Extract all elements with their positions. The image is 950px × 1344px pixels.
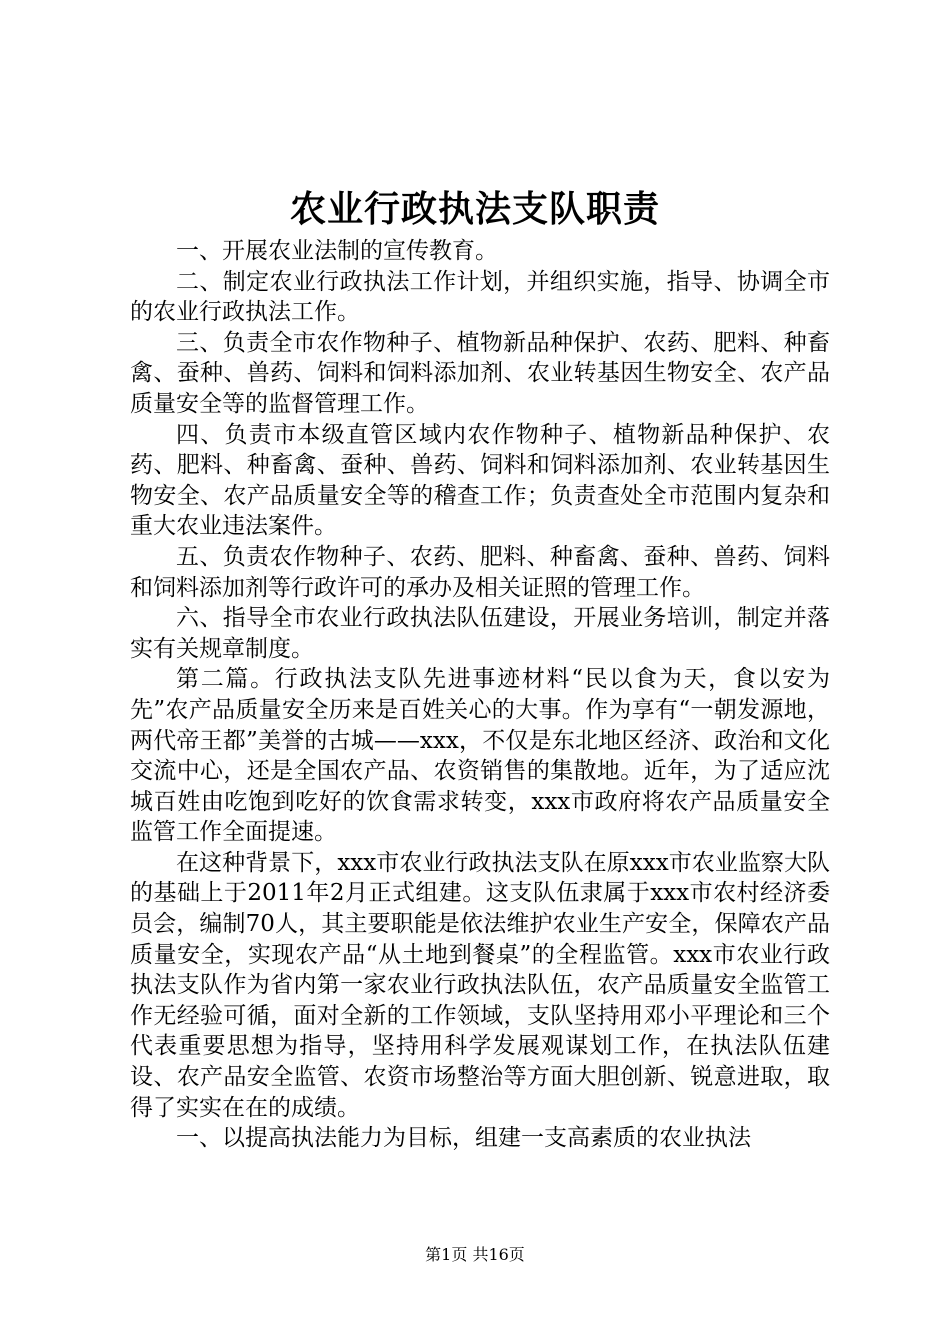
paragraph: 一、以提高执法能力为目标，组建一支高素质的农业执法 [176,1125,751,1152]
document-body [130,236,830,1154]
paragraph: 二、制定农业行政执法工作计划，并组织实施，指导、协调全市的农业行政执法工作。 [130,268,830,326]
paragraph: 六、指导全市农业行政执法队伍建设，开展业务培训，制定并落实有关规章制度。 [130,605,830,662]
paragraph: 五、负责农作物种子、农药、肥料、种畜禽、蚕种、兽药、饲料和饲料添加剂等行政许可的承办及相关证照的管理工作。 [130,543,830,601]
paragraph: 一、开展农业法制的宣传教育。 [176,238,498,264]
paragraph: 第二篇。行政执法支队先进事迹材料“民以食为天，食以安为先”农产品质量安全历来是百姓关心的大事。作为享有“一朝发源地，两代帝王都”美誉的古城——xxx，不仅是东北地区经济、政治和文化交流中心，还是全国农产品、农资销售的集散地。近年，为了适应沈城百姓由吃饱到吃好的饮食需求转变，xxx市政府将农产品质量安全监管工作全面提速。 [130,666,830,846]
paragraph: 三、负责全市农作物种子、植物新品种保护、农药、肥料、种畜禽、蚕种、兽药、饲料和饲料添加剂、农业转基因生物安全、农产品质量安全等的监督管理工作。 [130,329,830,417]
paragraph: 四、负责市本级直管区域内农作物种子、植物新品种保护、农药、肥料、种畜禽、蚕种、兽药、饲料和饲料添加剂、农业转基因生物安全、农产品质量安全等的稽查工作；负责查处全市范围内复杂和重大农业违法案件。 [130,421,830,540]
page-footer: 第1页 共16页 [425,1245,525,1264]
paragraph: 在这种背景下，xxx市农业行政执法支队在原xxx市农业监察大队的基础上于2011年2月正式组建。这支队伍隶属于xxx市农村经济委员会，编制70人，其主要职能是依法维护农业生产安全，保障农产品质量安全，实现农产品“从土地到餐桌”的全程监管。xxx市农业行政执法支队作为省内第一家农业行政执法队伍，农产品质量安全监管工作无经验可循，面对全新的工作领域，支队坚持用邓小平理论和三个代表重要思想为指导，坚持用科学发展观谋划工作，在执法队伍建设、农产品安全监管、农资市场整治等方面大胆创新、锐意进取，取得了实实在在的成绩。 [130,849,830,1121]
document-title: 农业行政执法支队职责 [289,188,660,230]
